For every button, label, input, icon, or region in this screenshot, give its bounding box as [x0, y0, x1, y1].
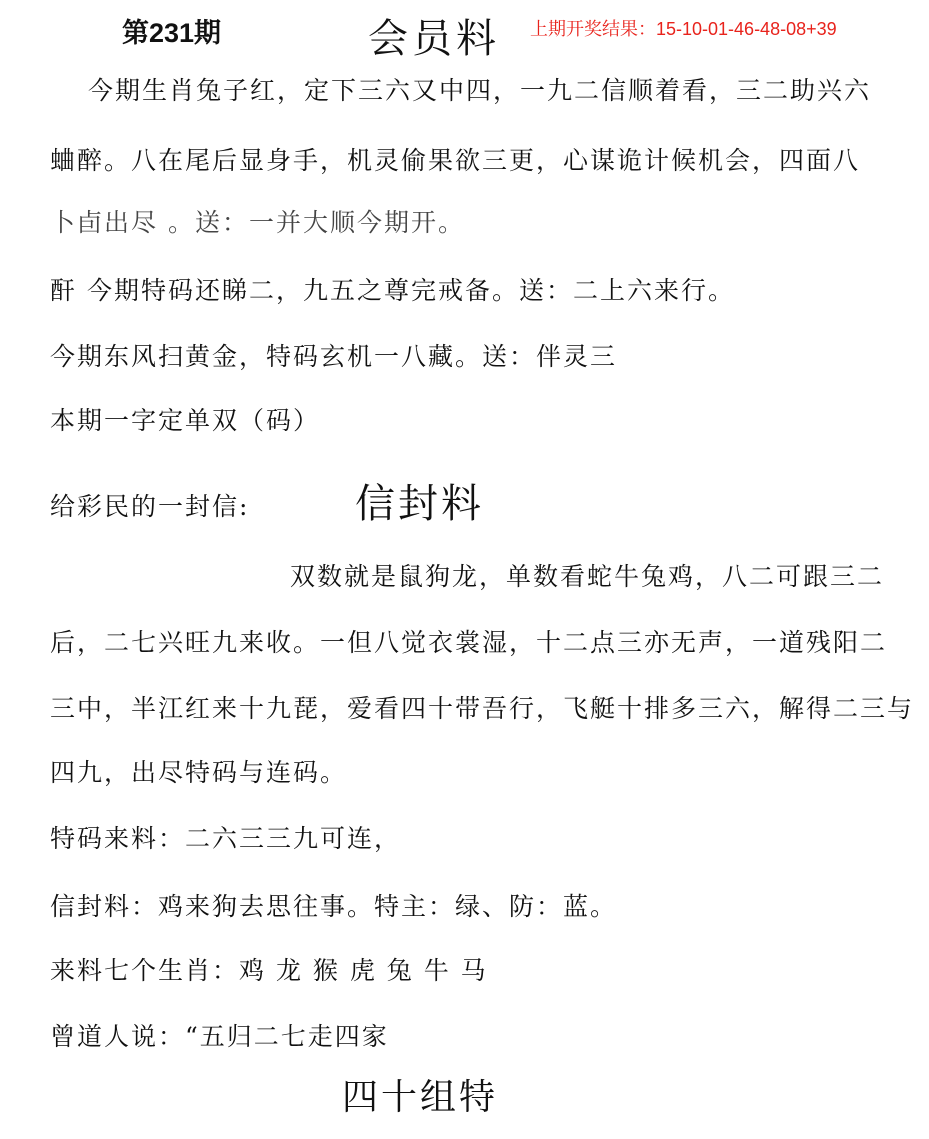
paragraph-line: 酐 今期特码还睇二，九五之尊完戒备。送：二上六来行。 [50, 276, 735, 305]
zodiac-line: 来料七个生肖：鸡 龙 猴 虎 兔 牛 马 [50, 956, 488, 985]
letter-line: 后，二七兴旺九来收。一但八觉衣裳湿，十二点三亦无声，一道残阳二 [50, 628, 888, 657]
letter-line: 三中，半江红来十九琵，爱看四十带吾行，飞艇十排多三六，解得二三与 [50, 694, 915, 723]
letter-label: 给彩民的一封信: [50, 492, 250, 521]
letter-line: 四九，出尽特码与连码。 [50, 758, 348, 787]
paragraph-line: 卜卣出尽 。送：一并大顺今期开。 [50, 208, 465, 237]
paragraph-line: 今期生肖兔子红，定下三六又中四，一九二信顺着看，三二助兴六 [88, 76, 872, 105]
envelope-line: 信封料：鸡来狗去思往事。特主：绿、防：蓝。 [50, 892, 618, 921]
paragraph-line: 蛐醉。八在尾后显身手，机灵偷果欲三更，心谋诡计候机会，四面八 [50, 146, 861, 175]
section-title: 信封料 [355, 481, 484, 527]
page-title: 会员料 [368, 16, 500, 62]
issue-number: 第231期 [122, 18, 222, 48]
letter-line: 双数就是鼠狗龙，单数看蛇牛兔鸡，八二可跟三二 [290, 562, 885, 591]
paragraph-line: 今期东风扫黄金，特码玄机一八藏。送：伴灵三 [50, 342, 618, 371]
quote-line: 曾道人说：“五归二七走四家 [50, 1022, 389, 1051]
paragraph-line: 本期一字定单双（码） [50, 406, 321, 435]
footer-title: 四十组特 [342, 1077, 499, 1118]
last-draw-result: 上期开奖结果：15-10-01-46-48-08+39 [530, 19, 837, 39]
special-code-line: 特码来料：二六三三九可连， [50, 824, 402, 853]
